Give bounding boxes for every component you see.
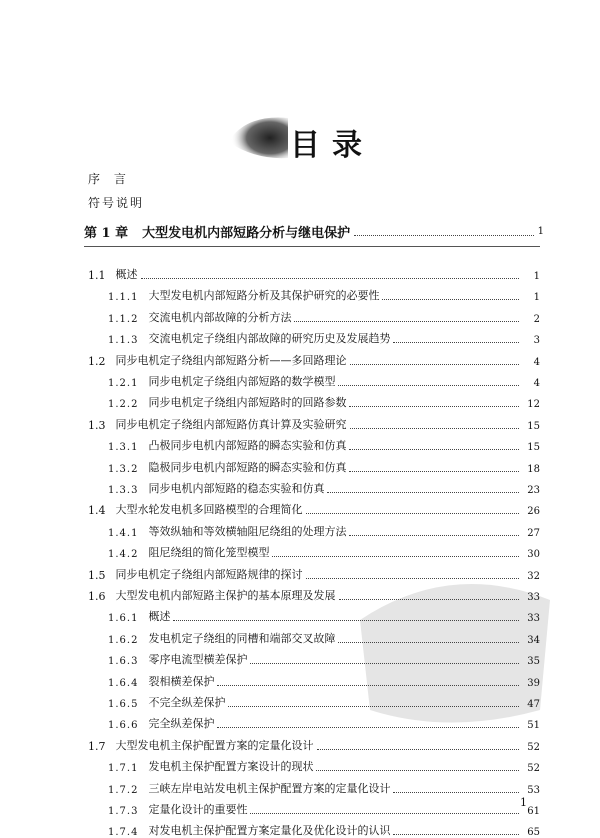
chapter-title: 大型发电机内部短路分析与继电保护 — [142, 225, 351, 241]
toc-entry-number: 1.6.3 — [108, 656, 139, 668]
toc-entry-page: 52 — [527, 763, 540, 775]
toc-entry-title: 大型水轮发电机多回路模型的合理简化 — [115, 503, 303, 517]
toc-entry-title: 隐极同步电机内部短路的瞬态实验和仿真 — [148, 460, 347, 474]
toc-entry[interactable] — [108, 801, 540, 817]
toc-entry[interactable] — [88, 587, 540, 603]
toc-entry-page: 47 — [527, 699, 540, 710]
toc-entry[interactable] — [88, 416, 540, 432]
toc-entry-title: 概述 — [148, 610, 171, 624]
toc-entry-title: 对发电机主保护配置方案定量化及优化设计的认识 — [148, 824, 391, 838]
toc-entry[interactable] — [108, 694, 540, 710]
toc-entry[interactable] — [108, 608, 540, 624]
toc-entry-title: 同步电机定子绕组内部短路规律的探讨 — [115, 567, 303, 581]
toc-entry[interactable] — [108, 758, 540, 774]
toc-entry-page: 26 — [527, 506, 540, 518]
dot-leader — [141, 277, 520, 279]
dot-leader — [228, 705, 519, 707]
toc-entry-page: 1 — [533, 271, 540, 282]
toc-entry[interactable] — [108, 544, 540, 560]
dot-leader — [317, 748, 520, 750]
toc-entry-page: 65 — [527, 827, 540, 838]
toc-entry-title: 大型发电机内部短路分析及其保护研究的必要性 — [148, 289, 380, 303]
toc-entry[interactable] — [108, 630, 540, 646]
dot-leader — [393, 833, 519, 835]
toc-title — [0, 112, 600, 172]
toc-entry-number: 1.6.6 — [108, 720, 139, 732]
dot-leader — [316, 769, 519, 771]
dot-leader — [382, 298, 519, 300]
toc-entry-number: 1.7.2 — [108, 784, 139, 796]
dot-leader — [173, 619, 519, 621]
toc-entry-page: 34 — [527, 634, 540, 646]
toc-entry-page: 18 — [527, 463, 540, 475]
toc-entry-title: 不完全纵差保护 — [148, 696, 226, 709]
toc-entry-title: 同步电机定子绕组内部短路的数学模型 — [148, 375, 336, 388]
toc-entry-page: 12 — [527, 399, 540, 411]
dot-leader — [393, 341, 519, 343]
dot-leader — [349, 405, 519, 407]
toc-entry-number: 1.6.5 — [108, 699, 139, 710]
toc-entry-number: 1.7.3 — [108, 806, 139, 817]
toc-entry[interactable] — [108, 437, 540, 453]
toc-entry[interactable] — [108, 822, 540, 838]
dot-leader — [349, 470, 519, 472]
dot-leader — [338, 641, 519, 643]
dot-leader — [217, 726, 519, 728]
toc-entry-title: 同步电机内部短路的稳态实验和仿真 — [148, 482, 325, 495]
toc-entry-title: 发电机定子绕组的同槽和端部交叉故障 — [148, 631, 336, 645]
toc-entry[interactable] — [108, 673, 540, 689]
toc-entry-page: 2 — [533, 313, 540, 325]
toc-entry-number: 1.7.4 — [108, 827, 139, 838]
chapter-number: 第 1 章 — [84, 225, 129, 241]
page-number: 1 — [520, 796, 527, 809]
dot-leader — [339, 598, 520, 600]
toc-entry-number: 1.6 — [88, 590, 106, 603]
dot-leader — [349, 534, 519, 536]
toc-entry-page: 33 — [527, 592, 540, 603]
toc-entry-title: 凸极同步电机内部短路的瞬态实验和仿真 — [148, 439, 347, 453]
toc-entry-title: 交流电机内部故障的分析方法 — [148, 310, 292, 324]
toc-entry-page: 4 — [533, 378, 540, 389]
dot-leader — [306, 577, 520, 579]
toc-entry-page: 35 — [527, 656, 540, 668]
toc-entry-page: 39 — [527, 677, 540, 689]
toc-entry-number: 1.6.1 — [108, 613, 139, 625]
toc-entry-number: 1.6.2 — [108, 634, 139, 646]
toc-entry-number: 1.4.1 — [108, 527, 139, 539]
toc-entry-title: 等效纵轴和等效横轴阻尼绕组的处理方法 — [148, 524, 347, 538]
toc-entry-title: 零序电流型横差保护 — [148, 653, 248, 667]
toc-entry-page: 3 — [533, 335, 540, 347]
toc-entry-title: 裂相横差保护 — [148, 674, 215, 688]
toc-entry-page: 15 — [527, 420, 540, 432]
toc-entry-title: 完全纵差保护 — [148, 717, 215, 731]
toc-entry[interactable] — [108, 373, 540, 389]
title-char-2: 录 — [332, 128, 362, 163]
toc-entry-title: 发电机主保护配置方案设计的现状 — [148, 760, 314, 774]
toc-entry-number: 1.6.4 — [108, 677, 139, 689]
toc-entry-page: 1 — [533, 292, 540, 304]
toc-entry[interactable] — [88, 352, 540, 368]
toc-entry-title: 阻尼绕组的简化笼型模型 — [148, 546, 270, 560]
toc-entry-number: 1.1.2 — [108, 313, 139, 325]
dot-leader — [217, 684, 519, 686]
toc-entry-page: 61 — [527, 806, 540, 817]
dot-leader — [350, 427, 520, 429]
toc-entry-number: 1.1.3 — [108, 335, 139, 347]
toc-entry-page: 52 — [527, 741, 540, 753]
toc-entry-page: 51 — [527, 720, 540, 732]
toc-entry-number: 1.2 — [88, 354, 106, 368]
toc-entry-number: 1.7.1 — [108, 763, 139, 775]
toc-entry-number: 1.1.1 — [108, 292, 139, 304]
dot-leader — [306, 512, 520, 514]
toc-entry-number: 1.5 — [88, 568, 106, 582]
toc-entry[interactable] — [88, 566, 540, 582]
toc-entry-page: 33 — [527, 613, 540, 625]
toc-entry-page: 4 — [533, 356, 540, 368]
toc-entry-title: 三峡左岸电站发电机主保护配置方案的定量化设计 — [148, 781, 391, 795]
dot-leader — [327, 491, 519, 493]
toc-entry-title: 概述 — [115, 268, 138, 281]
dot-leader — [349, 448, 519, 450]
dot-leader — [393, 791, 519, 793]
toc-entry[interactable] — [108, 287, 540, 303]
dot-leader — [294, 320, 519, 322]
toc-entry[interactable] — [108, 394, 540, 410]
chapter-divider — [84, 246, 540, 247]
dot-leader — [350, 363, 520, 365]
title-char-1: 目 — [290, 128, 320, 163]
toc-entry-page: 27 — [527, 527, 540, 539]
toc-entry[interactable] — [108, 715, 540, 731]
dot-leader — [250, 812, 519, 814]
toc-entry[interactable] — [88, 737, 540, 753]
toc-entry-number: 1.2.1 — [108, 378, 139, 389]
toc-entry-number: 1.3 — [88, 418, 106, 432]
toc-entry[interactable] — [108, 780, 540, 796]
toc-entry-number: 1.4 — [88, 504, 106, 518]
toc-entry-number: 1.1 — [88, 269, 106, 282]
brush-stroke-decoration — [226, 112, 290, 162]
toc-entry[interactable] — [88, 266, 540, 282]
toc-entry-number: 1.3.3 — [108, 485, 139, 496]
dot-leader — [272, 555, 519, 557]
toc-entry-number: 1.3.2 — [108, 463, 139, 475]
toc-entry[interactable] — [108, 651, 540, 667]
toc-entry-number: 1.3.1 — [108, 442, 139, 454]
toc-entry[interactable] — [108, 523, 540, 539]
toc-entry-title: 同步电机定子绕组内部短路仿真计算及实验研究 — [115, 417, 347, 431]
toc-entry[interactable] — [108, 309, 540, 325]
toc-entry-page: 30 — [527, 549, 540, 561]
toc-entry[interactable] — [88, 501, 540, 517]
toc-entry[interactable] — [108, 480, 540, 496]
toc-entry-number: 1.7 — [88, 739, 106, 753]
chapter-page: 1 — [537, 225, 544, 237]
toc-entry-page: 53 — [527, 784, 540, 796]
front-matter-preface[interactable]: 序 言 — [88, 172, 131, 186]
toc-entry-number: 1.2.2 — [108, 399, 139, 411]
toc-entry-number: 1.4.2 — [108, 549, 139, 561]
chapter-heading[interactable] — [84, 222, 544, 240]
toc-entry[interactable] — [108, 459, 540, 475]
dot-leader — [250, 662, 519, 664]
toc-entry-title: 同步电机定子绕组内部短路时的回路参数 — [148, 396, 347, 410]
toc-entry-title: 交流电机定子绕组内部故障的研究历史及发展趋势 — [148, 332, 391, 346]
toc-entry-title: 定量化设计的重要性 — [148, 803, 248, 816]
toc-entry-page: 23 — [527, 485, 540, 496]
toc-entry-page: 32 — [527, 570, 540, 582]
toc-entry-title: 同步电机定子绕组内部短路分析——多回路理论 — [115, 353, 347, 367]
dot-leader — [338, 384, 519, 386]
toc-entry-title: 大型发电机主保护配置方案的定量化设计 — [115, 738, 314, 752]
toc-entry[interactable] — [108, 330, 540, 346]
toc-entry-title: 大型发电机内部短路主保护的基本原理及发展 — [115, 589, 336, 602]
front-matter-symbols[interactable]: 符号说明 — [88, 196, 145, 210]
toc-entry-page: 15 — [527, 442, 540, 454]
